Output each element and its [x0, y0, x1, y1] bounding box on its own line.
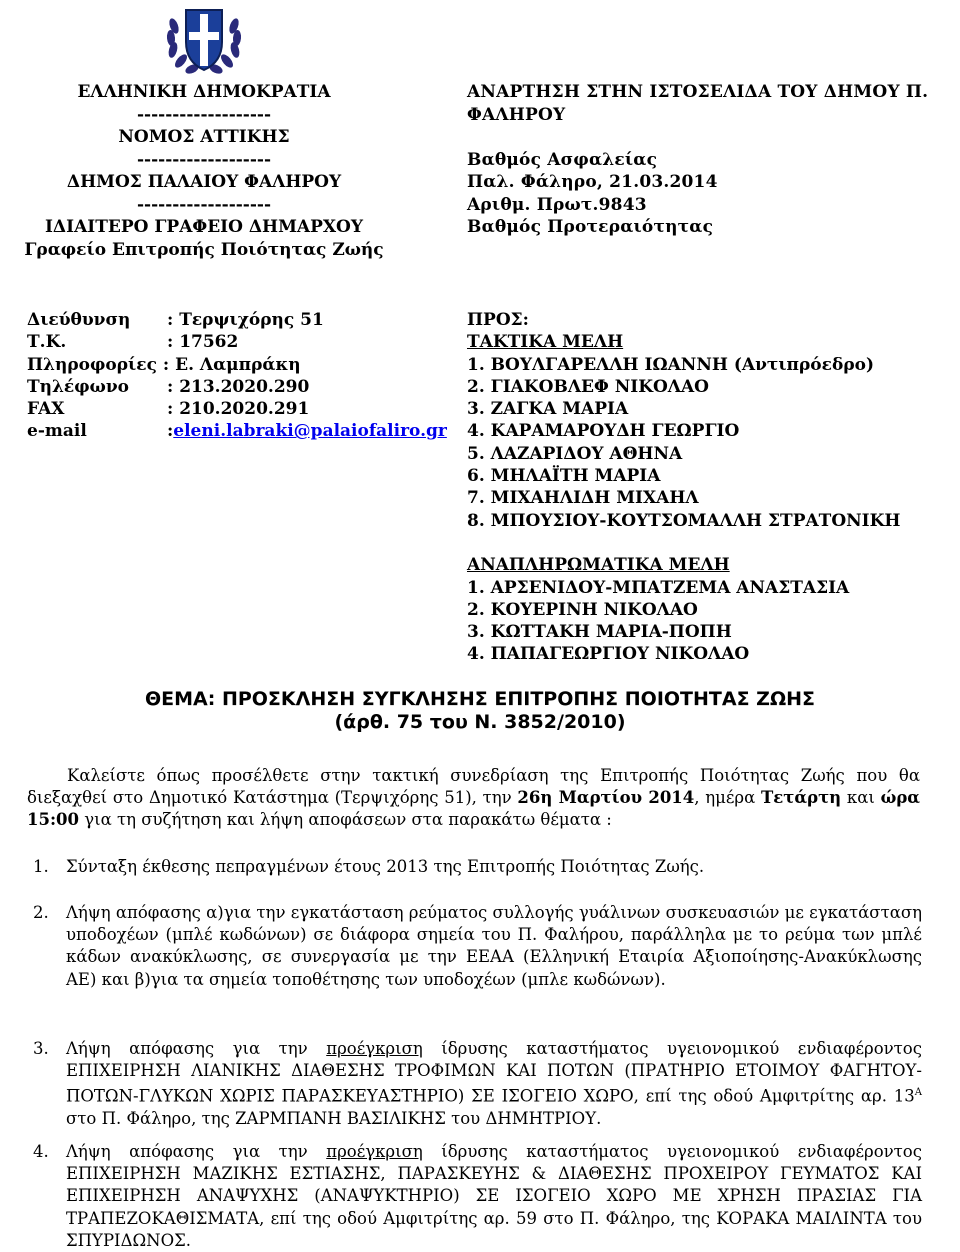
- agenda-item-text: Λήψη απόφασης α)για την εγκατάσταση ρεύματος συλλογής γυάλινων συσκευασιών με εγκατάσταση υποδοχέων (μπλέ κωδώνων) σε διάφορα σημεία του Π. Φαλήρου, παράλληλα με το ρεύμα των μπλέ κάδων ανακύκλωσης, σε συνεργασία με την ΕΕΑΑ (Ελληνική Εταιρία Αξιοποίησης-Ανακύκλωσης ΑΕ) και β)για τα σημεία τοποθέτησης των υποδοχέων (μπλε κωδώνων).: [66, 903, 922, 989]
- subject-line: ΘΕΜΑ: ΠΡΟΣΚΛΗΣΗ ΣΥΓΚΛΗΣΗΣ ΕΠΙΤΡΟΠΗΣ ΠΟΙΟΤΗΤΑΣ ΖΩΗΣ: [145, 688, 815, 710]
- contact-value: :: [167, 421, 174, 442]
- header-committee-office: Γραφείο Επιτροπής Ποιότητας Ζωής: [24, 239, 384, 260]
- contact-label: Διεύθυνση: [27, 310, 131, 330]
- contact-row: [27, 376, 447, 398]
- contact-label: e-mail: [27, 421, 87, 442]
- header-mayor-office: ΙΔΙΑΙΤΕΡΟ ΓΡΑΦΕΙΟ ΔΗΜΑΡΧΟΥ: [44, 217, 364, 237]
- agenda-item-text: Λήψη απόφασης για την: [66, 1142, 327, 1161]
- header-prefecture: ΝΟΜΟΣ ΑΤΤΙΚΗΣ: [118, 127, 290, 147]
- issuer-header: [22, 81, 386, 261]
- alternate-member: 4. ΠΑΠΑΓΕΩΡΓΙΟΥ ΝΙΚΟΛΑΟ: [467, 644, 750, 665]
- regular-member: 8. ΜΠΟΥΣΙΟΥ-ΚΟΥΤΣΟΜΑΛΛΗ ΣΤΡΑΤΟΝΙΚΗ: [467, 510, 901, 531]
- contact-label: Τηλέφωνο: [27, 376, 129, 397]
- header-separator: -------------------: [136, 104, 272, 125]
- to-label: ΠΡΟΣ:: [467, 310, 529, 330]
- agenda-item: [33, 1038, 922, 1130]
- blank-line: [467, 126, 957, 149]
- agenda-item-text: ίδρυσης καταστήματος υγειονομικού ενδιαφέροντος ΕΠΙΧΕΙΡΗΣΗ ΛΙΑΝΙΚΗΣ ΔΙΑΘΕΣΗΣ ΤΡΟΦΙΜΩΝ ΚΑΙ ΠΟΤΩΝ (ΠΡΑΤΗΡΙΟ ΕΤΟΙΜΟΥ ΦΑΓΗΤΟΥ-ΠΟΤΩΝ-ΓΛΥΚΩΝ ΧΩΡΙΣ ΠΑΡΑΣΚΕΥΑΣΤΗΡΙΟ) ΣΕ ΙΣΟΓΕΙΟ ΧΩΡΟ, επί της οδού Αμφιτρίτης αρ. 13: [66, 1039, 922, 1106]
- agenda-item-keyword: προέγκριση: [326, 1142, 423, 1161]
- security-level: Βαθμός Ασφαλείας: [467, 149, 658, 170]
- posting-notice-cont: ΦΑΛΗΡΟΥ: [467, 104, 566, 125]
- agenda-item-keyword: προέγκριση: [326, 1039, 423, 1058]
- header-country: ΕΛΛΗΝΙΚΗ ΔΗΜΟΚΡΑΤΙΑ: [77, 82, 331, 102]
- contact-value: : 213.2020.290: [167, 376, 310, 397]
- contact-value: : Ε. Λαμπράκη: [162, 354, 301, 375]
- intro-paragraph: [27, 765, 920, 832]
- email-link[interactable]: eleni.labraki@palaiofaliro.gr: [173, 421, 447, 442]
- alternate-members-title: ΑΝΑΠΛΗΡΩΜΑΤΙΚΑ ΜΕΛΗ: [467, 555, 730, 576]
- meeting-time: ώρα 15:00: [27, 788, 920, 830]
- recipients: [467, 309, 900, 666]
- regular-members-title: ΤΑΚΤΙΚΑ ΜΕΛΗ: [467, 332, 624, 353]
- intro-text: για τη συζήτηση και λήψη αποφάσεων στα παρακάτω θέματα :: [79, 810, 612, 830]
- regular-member: 1. ΒΟΥΛΓΑΡΕΛΛΗ ΙΩΑΝΝΗ (Αντιπρόεδρο): [467, 354, 875, 375]
- header-separator: -------------------: [136, 149, 272, 170]
- subject-law-reference: (άρθ. 75 του Ν. 3852/2010): [334, 711, 626, 733]
- meeting-date: 26η Μαρτίου 2014: [517, 788, 695, 808]
- agenda-item-number: 1.: [33, 857, 49, 876]
- contact-info: [27, 309, 447, 443]
- place-date: Παλ. Φάληρο, 21.03.2014: [467, 172, 718, 192]
- contact-value: : Τερψιχόρης 51: [167, 310, 324, 330]
- regular-member: 6. ΜΗΛΑΪΤΗ ΜΑΡΙΑ: [467, 466, 661, 487]
- agenda-item: [33, 1141, 922, 1252]
- address-suffix: Α: [914, 1087, 922, 1099]
- regular-member: 7. ΜΙΧΑΗΛΙΔΗ ΜΙΧΑΗΛ: [467, 488, 699, 509]
- agenda-item-text: στο Π. Φάληρο, της ΖΑΡΜΠΑΝΗ ΒΑΣΙΛΙΚΗΣ του ΔΗΜΗΤΡΙΟΥ.: [66, 1109, 602, 1129]
- agenda-item-number: 4.: [33, 1142, 49, 1161]
- protocol-number: Αριθμ. Πρωτ.9843: [467, 194, 647, 215]
- contact-row: [27, 354, 447, 376]
- contact-row: [27, 420, 447, 442]
- agenda-item: [33, 856, 922, 878]
- contact-row: [27, 331, 447, 353]
- posting-notice: ΑΝΑΡΤΗΣΗ ΣΤΗΝ ΙΣΤΟΣΕΛΙΔΑ ΤΟΥ ΔΗΜΟΥ Π.: [467, 82, 929, 102]
- intro-text: και: [841, 788, 881, 808]
- intro-text: Καλείστε όπως προσέλθετε στην τακτική συνεδρίαση της Επιτροπής Ποιότητας Ζωής που θα διεξαχθεί στο Δημοτικό Κατάστημα (Τερψιχόρης 51), την: [27, 766, 920, 808]
- regular-member: 3. ΖΑΓΚΑ ΜΑΡΙΑ: [467, 399, 629, 420]
- regular-member: 4. ΚΑΡΑΜΑΡΟΥΔΗ ΓΕΩΡΓΙΟ: [467, 421, 740, 442]
- contact-value: : 210.2020.291: [167, 399, 310, 420]
- regular-member: 2. ΓΙΑΚΟΒΛΕΦ ΝΙΚΟΛΑΟ: [467, 376, 709, 397]
- intro-text: , ημέρα: [694, 788, 761, 808]
- subject: [0, 688, 960, 734]
- contact-label: Τ.Κ.: [27, 332, 67, 353]
- contact-label: FAX: [27, 399, 65, 420]
- contact-value: : 17562: [167, 332, 239, 353]
- priority-level: Βαθμός Προτεραιότητας: [467, 217, 714, 237]
- agenda-item-text: Σύνταξη έκθεσης πεπραγμένων έτους 2013 της Επιτροπής Ποιότητας Ζωής.: [66, 857, 705, 876]
- agenda-item-number: 3.: [33, 1039, 49, 1058]
- document-meta: [467, 81, 957, 239]
- blank-line: [467, 532, 900, 554]
- meeting-day: Τετάρτη: [761, 788, 842, 808]
- regular-member: 5. ΛΑΖΑΡΙΔΟΥ ΑΘΗΝΑ: [467, 443, 683, 464]
- agenda-item: [33, 902, 922, 991]
- alternate-member: 2. ΚΟΥΕΡΙΝΗ ΝΙΚΟΛΑΟ: [467, 599, 698, 620]
- contact-row: [27, 398, 447, 420]
- header-separator: -------------------: [136, 194, 272, 215]
- contact-label: Πληροφορίες: [27, 354, 157, 375]
- agenda-item-number: 2.: [33, 903, 49, 922]
- agenda-item-text: ίδρυσης καταστήματος υγειονομικού ενδιαφέροντος ΕΠΙΧΕΙΡΗΣΗ ΜΑΖΙΚΗΣ ΕΣΤΙΑΣΗΣ, ΠΑΡΑΣΚΕΥΗΣ & ΔΙΑΘΕΣΗΣ ΠΡΟΧΕΙΡΟΥ ΓΕΥΜΑΤΟΣ ΚΑΙ ΕΠΙΧΕΙΡΗΣΗ ΑΝΑΨΥΧΗΣ (ΑΝΑΨΥΚΤΗΡΙΟ) ΣΕ ΙΣΟΓΕΙΟ ΧΩΡΟ ΜΕ ΧΡΗΣΗ ΠΡΑΣΙΑΣ ΓΙΑ ΤΡΑΠΕΖΟΚΑΘΙΣΜΑΤΑ, επί της οδού Αμφιτρίτης αρ. 59 στο Π. Φάληρο, της ΚΟΡΑΚΑ ΜΑΙΛΙΝΤΑ του ΣΠΥΡΙΔΩΝΟΣ.: [66, 1142, 922, 1250]
- alternate-member: 1. ΑΡΣΕΝΙΔΟΥ-ΜΠΑΤΖΕΜΑ ΑΝΑΣΤΑΣΙΑ: [467, 577, 850, 598]
- contact-row: [27, 309, 447, 331]
- greek-coat-of-arms-seal: [162, 4, 246, 76]
- agenda-item-text: Λήψη απόφασης για την: [66, 1039, 327, 1058]
- header-municipality: ΔΗΜΟΣ ΠΑΛΑΙΟΥ ΦΑΛΗΡΟΥ: [66, 172, 342, 192]
- alternate-member: 3. ΚΩΤΤΑΚΗ ΜΑΡΙΑ-ΠΟΠΗ: [467, 622, 732, 643]
